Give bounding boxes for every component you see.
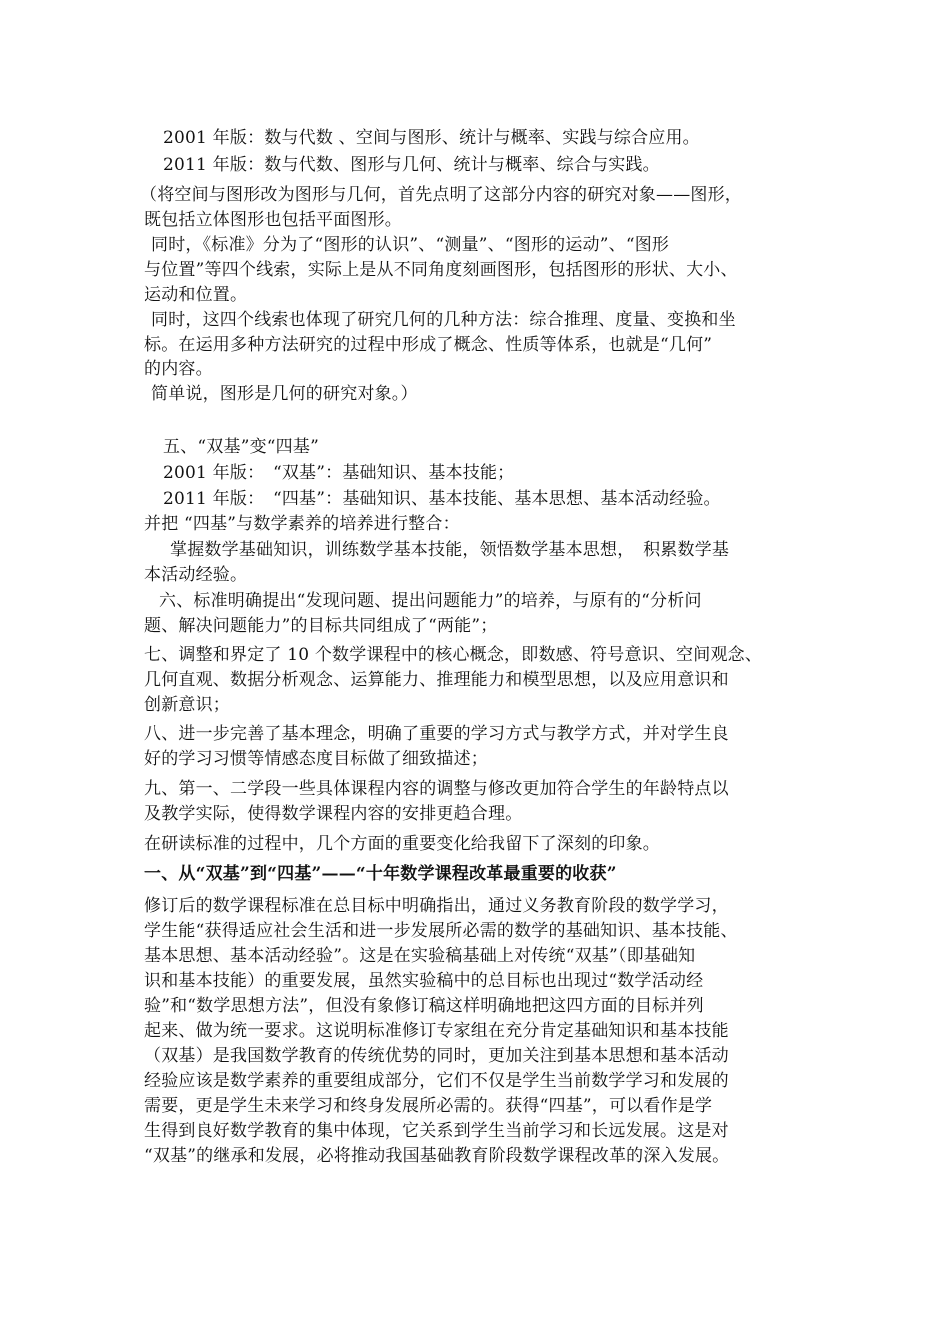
body-paragraph-line: （双基）是我国数学教育的传统优势的同时，更加关注到基本思想和基本活动 [144,1046,729,1066]
paragraph-line: 简单说，图形是几何的研究对象。） [151,384,418,404]
paragraph-line: 题、解决问题能力”的目标共同组成了“两能”； [144,616,498,636]
section-item-six: 六、标准明确提出“发现问题、提出问题能力”的培养，与原有的“分析问 [159,591,702,611]
paragraph-line: 运动和位置。 [144,285,248,305]
body-paragraph-line: 验”和“数学思想方法”，但没有象修订稿这样明确地把这四方面的目标并列 [144,996,704,1016]
body-paragraph-line: 修订后的数学课程标准在总目标中明确指出，通过义务教育阶段的数学学习， [144,896,729,916]
paragraph-line: 同时，这四个线索也体现了研究几何的几种方法：综合推理、度量、变换和坐 [151,310,736,330]
paragraph-line: 与位置”等四个线索，实际上是从不同角度刻画图形，包括图形的形状、大小、 [144,260,738,280]
paragraph-line: 标。在运用多种方法研究的过程中形成了概念、性质等体系，也就是“几何” [144,335,713,355]
paragraph-line: 掌握数学基础知识，训练数学基本技能，领悟数学基本思想， 积累数学基 [170,540,730,560]
body-paragraph-line: 起来、做为统一要求。这说明标准修订专家组在充分肯定基础知识和基本技能 [144,1021,729,1041]
line-2001-two-basics: 2001 年版： “双基”：基础知识、基本技能； [163,463,515,483]
body-paragraph-line: “双基”的继承和发展，必将推动我国基础教育阶段数学课程改革的深入发展。 [144,1146,730,1166]
paragraph-line: 创新意识； [144,695,230,715]
paragraph-line: 本活动经验。 [144,565,248,585]
section-heading-five: 五、“双基”变“四基” [163,437,319,457]
body-paragraph-line: 经验应该是数学素养的重要组成部分，它们不仅是学生当前数学学习和发展的 [144,1071,729,1091]
bold-heading-one: 一、从“双基”到“四基”——“十年数学课程改革最重要的收获” [144,864,617,884]
paragraph-line: 及教学实际，使得数学课程内容的安排更趋合理。 [144,804,523,824]
body-paragraph-line: 学生能“获得适应社会生活和进一步发展所必需的数学的基础知识、基本技能、 [144,921,738,941]
section-item-eight: 八、进一步完善了基本理念，明确了重要的学习方式与教学方式，并对学生良 [144,724,729,744]
line-2011-four-basics: 2011 年版： “四基”：基础知识、基本技能、基本思想、基本活动经验。 [163,489,721,509]
paragraph-line: 几何直观、数据分析观念、运算能力、推理能力和模型思想，以及应用意识和 [144,670,729,690]
paragraph-line: 并把 “四基”与数学素养的培养进行整合： [144,514,460,534]
intro-sentence: 在研读标准的过程中，几个方面的重要变化给我留下了深刻的印象。 [144,834,660,854]
body-paragraph-line: 识和基本技能）的重要发展，虽然实验稿中的总目标也出现过“数学活动经 [144,971,704,991]
body-paragraph-line: 基本思想、基本活动经验”。这是在实验稿基础上对传统“双基”（即基础知 [144,946,696,966]
paragraph-line: 好的学习习惯等情感态度目标做了细致描述； [144,749,488,769]
section-item-seven: 七、调整和界定了 10 个数学课程中的核心概念，即数感、符号意识、空间观念、 [144,645,763,665]
paragraph-line: （将空间与图形改为图形与几何，首先点明了这部分内容的研究对象——图形， [140,185,742,205]
line-2001-curriculum: 2001 年版：数与代数 、空间与图形、统计与概率、实践与综合应用。 [163,128,700,148]
paragraph-line: 既包括立体图形也包括平面图形。 [144,210,402,230]
paragraph-line: 同时，《标准》分为了“图形的认识”、“测量”、“图形的运动”、“图形 [151,235,670,255]
body-paragraph-line: 生得到良好数学教育的集中体现，它关系到学生当前学习和长远发展。这是对 [144,1121,729,1141]
paragraph-line: 的内容。 [144,359,213,379]
line-2011-curriculum: 2011 年版：数与代数、图形与几何、统计与概率、综合与实践。 [163,155,660,175]
section-item-nine: 九、第一、二学段一些具体课程内容的调整与修改更加符合学生的年龄特点以 [144,779,729,799]
body-paragraph-line: 需要，更是学生未来学习和终身发展所必需的。获得“四基”，可以看作是学 [144,1096,713,1116]
